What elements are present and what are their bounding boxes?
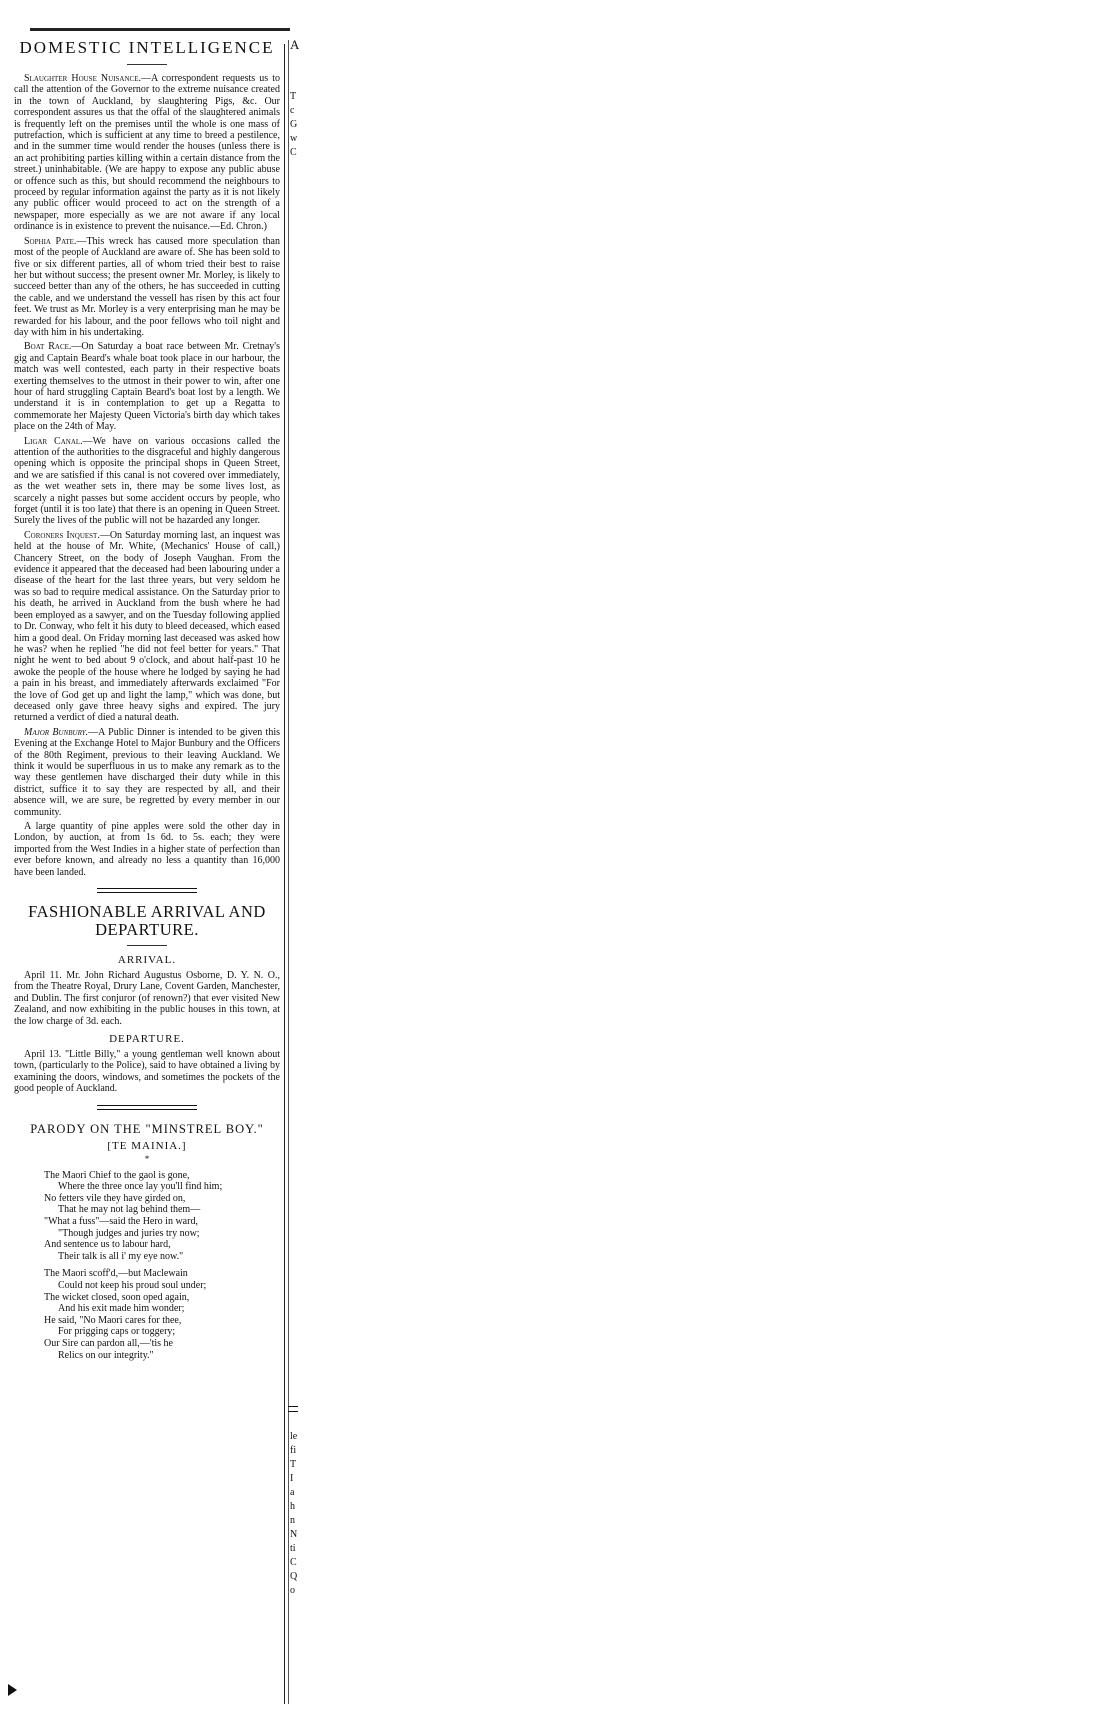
- departure-date: April 13.: [24, 1049, 62, 1061]
- margin-letter: w: [290, 133, 298, 144]
- margin-letter: fi: [290, 1445, 297, 1456]
- section-divider: [97, 1105, 197, 1110]
- poem-line: Could not keep his proud soul under;: [58, 1280, 207, 1292]
- article-body: —On Saturday morning last, an inquest was held at the house of Mr. White, (Mechanics' House of call,) Chancery Street, on the body of Joseph Vaughan. From the evidence it appeared that the deceased had been labouring under a disease of the heart for the last three years, but very seldom he was so bad to require medical assistance. On the Saturday prior to his death, he arrived in Auckland from the bush where he had been employed as a sawyer, and on the Tuesday following applied to Dr. Conway, who felt it his duty to bleed deceased, which eased him a good deal. On Friday morning last deceased was asked how he was? when he replied "he did not feel better for years." That night he went to bed about 9 o'clock, and about half-past 10 he awoke the people of the house where he lodged by saying he had a pain in his breast, and immediately afterwards exclaimed "For the love of God get up and light the lamp," which was done, but deceased only gave three heavy sighs and expired. The jury returned a verdict of died a natural death.: [14, 529, 280, 724]
- article-title: Ligar Canal.: [24, 435, 83, 447]
- margin-letter: Q: [290, 1571, 298, 1582]
- poem-line: No fetters vile they have girded on,: [44, 1192, 186, 1204]
- poem-line: The Maori Chief to the gaol is gone,: [44, 1169, 190, 1181]
- section-divider: [97, 888, 197, 893]
- divider: [127, 64, 167, 65]
- poem-line: And sentence us to labour hard,: [44, 1239, 171, 1251]
- article-body: —We have on various occasions called the attention of the authorities to the disgraceful and highly dangerous opening which is opposite the principal shops in Queen Street, and we are satisfied if this canal is not covered over immediately, as the wet weather sets in, there may be some lives lost, as scarcely a night passes but some accident occurs by people, who forget (until it is too late) that there is an opening in Queen Street. Surely the lives of the public will not be hazarded any longer.: [14, 435, 280, 527]
- article-title: Coroners Inquest.: [24, 529, 100, 541]
- margin-letter: I: [290, 1473, 294, 1484]
- article-ligar-canal: [14, 436, 280, 527]
- parody-heading: PARODY ON THE "MINSTREL BOY.": [30, 1121, 264, 1136]
- margin-letter: G: [290, 119, 298, 130]
- margin-letter: T: [290, 91, 297, 102]
- poem-line: Their talk is all i' my eye now.": [58, 1250, 184, 1262]
- section-heading: DOMESTIC INTELLIGENCE: [19, 38, 275, 57]
- poem: [44, 1170, 280, 1362]
- margin-letters-a: [290, 90, 297, 160]
- departure-notice: [14, 1049, 280, 1095]
- poem-line: "What a fuss"—said the Hero in ward,: [44, 1216, 198, 1228]
- article-title: Sophia Pate.: [24, 235, 77, 247]
- article-body: —A correspondent requests us to call the attention of the Governor to the extreme nuisance created in the town of Auckland, by slaughtering Pigs, &c. Our correspondent assures us that the offal of the slaughtered animals is frequently left on the premises until the whole is one mass of putrefaction, which is sufficient at any time to breed a pestilence, and in the summer time would render the houses (unless there is an act prohibiting parties killing within a certain distance from the street.) uninhabitable. (We are happy to expose any public abuse or offence such as this, but should recommend the neighbours to proceed by regular information against the party as it is not likely any public officer would proceed to act on the strength of a newspaper, more especially as we are not aware if any local ordinance is in existence to prevent the nuisance.—Ed. Chron.): [14, 73, 280, 233]
- margin-letter: le: [290, 1431, 298, 1442]
- article-title: Major Bunbury.: [24, 726, 89, 738]
- article-title: Boat Race.: [24, 341, 72, 353]
- article-boat-race: [14, 341, 280, 432]
- poem-line: For prigging caps or toggery;: [58, 1326, 176, 1338]
- poem-line: That he may not lag behind them—: [58, 1204, 201, 1216]
- poem-line: He said, "No Maori cares for thee,: [44, 1314, 182, 1326]
- margin-letter: o: [290, 1585, 295, 1596]
- top-border: [30, 28, 290, 31]
- margin-letter: ti: [290, 1543, 296, 1554]
- article-body: A large quantity of pine apples were sold the other day in London, by auction, at from 1s 6d. to 5s. each; they were imported from the West Indies in a higher state of perfection than ever before known, and already no less a quantity than 16,000 have been landed.: [14, 821, 280, 878]
- margin-double-rule: [288, 1406, 298, 1412]
- poem-line: The Maori scoff'd,—but Maclewain: [44, 1268, 188, 1280]
- article-body: —This wreck has caused more speculation than most of the people of Auckland are aware of. She has been sold to five or six different parties, all of whom tried their best to raise her but without success; the present owner Mr. Morley, is likely to succeed better than any of the others, he has succeeded in cutting the cable, and we understand the vessell has risen by this act four feet. We trust as Mr. Morley is a very enterprising man he may be rewarded for his labour, and the poor fellows who toil night and day with him in his undertaking.: [14, 235, 280, 338]
- margin-letter: a: [290, 1487, 295, 1498]
- margin-letter: C: [290, 1557, 297, 1568]
- margin-letter: C: [290, 147, 297, 158]
- article-slaughter-house: [14, 73, 280, 233]
- margin-letter: N: [290, 1529, 298, 1540]
- star-ornament: *: [144, 1153, 150, 1164]
- article-sophia-pate: [14, 236, 280, 339]
- margin-letter: n: [290, 1515, 295, 1526]
- arrival-heading: ARRIVAL.: [117, 954, 177, 967]
- margin-letter: T: [290, 1459, 297, 1470]
- divider: [127, 945, 167, 946]
- article-body: —A Public Dinner is intended to be given this Evening at the Exchange Hotel to Major Bunbury and the Officers of the 80th Regiment, previous to their leaving Auckland. We think it would be superfluous in us to make any remark as to the way these gentlemen have discharged their duty while in this district, suffice it to say they are respected by all, and their absence will, we are sure, be regretted by every member in our community.: [14, 726, 281, 818]
- fashionable-heading: FASHIONABLE ARRIVAL AND DEPARTURE.: [28, 902, 266, 940]
- margin-letter-top: A: [290, 37, 300, 52]
- parody-subheading: [TE MAINIA.]: [107, 1139, 187, 1152]
- article-title: Slaughter House Nuisance.: [24, 73, 141, 84]
- poem-line: Where the three once lay you'll find him;: [58, 1181, 223, 1193]
- margin-letter: h: [290, 1501, 295, 1512]
- margin-letters-b: [290, 1430, 297, 1598]
- news-column: [14, 32, 280, 1367]
- poem-line: The wicket closed, soon oped again,: [44, 1291, 190, 1303]
- poem-line: "Though judges and juries try now;: [58, 1227, 200, 1239]
- departure-heading: DEPARTURE.: [109, 1033, 185, 1046]
- poem-line: Our Sire can pardon all,—'tis he: [44, 1338, 173, 1349]
- departure-text: "Little Billy," a young gentleman well known about town, (particularly to the Police), said to have obtained a living by examining the doors, windows, and sometimes the pockets of the good people of Auckland.: [14, 1049, 281, 1095]
- article-pine-apples: [14, 821, 280, 878]
- poem-line: And his exit made him wonder;: [58, 1303, 185, 1315]
- arrival-date: April 11.: [24, 970, 62, 982]
- column-rule: [284, 44, 285, 1704]
- poem-stanza: [44, 1170, 280, 1263]
- article-coroners-inquest: [14, 530, 280, 724]
- poem-stanza: [44, 1268, 280, 1361]
- poem-line: Relics on our integrity.": [58, 1349, 154, 1361]
- arrival-text: Mr. John Richard Augustus Osborne, D. Y. N. O., from the Theatre Royal, Drury Lane, Covent Garden, Manchester, and Dublin. The first conjuror (of renown?) that ever visited New Zealand, and now exhibiting in the public houses in this town, at the low charge of 3d. each.: [14, 970, 280, 1027]
- margin-letter: c: [290, 105, 295, 116]
- arrow-mark: [8, 1684, 17, 1696]
- article-body: —On Saturday a boat race between Mr. Cretnay's gig and Captain Beard's whale boat took place in our harbour, the match was well contested, each party in their respective boats exerting themselves to the utmost in their power to win, after one hour of hard struggling Captain Beard's boat lost by a length. We understand it is in contemplation to get up a Regatta to commemorate her Majesty Queen Victoria's birth day which takes place on the 24th of May.: [14, 341, 280, 433]
- arrival-notice: [14, 970, 280, 1027]
- article-major-bunbury: [14, 727, 280, 818]
- column-rule-outer: [288, 40, 289, 1704]
